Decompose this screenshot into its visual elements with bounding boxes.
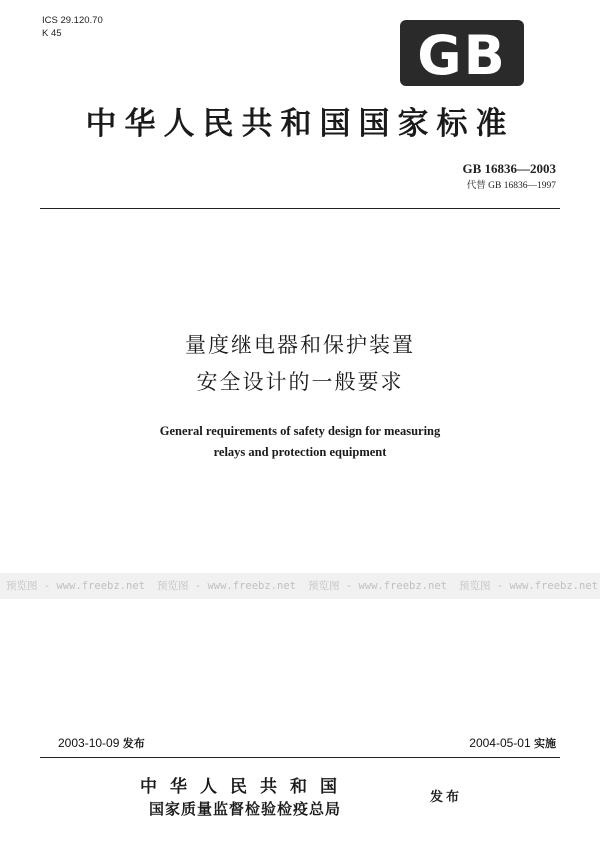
chinese-title-line-2: 安全设计的一般要求 xyxy=(196,370,404,394)
effective-date-value: 2004-05-01 xyxy=(469,736,531,750)
issue-date-value: 2003-10-09 xyxy=(58,736,120,750)
classification-block xyxy=(42,14,103,40)
issue-date xyxy=(58,735,145,751)
gb-logo xyxy=(398,18,526,88)
ics-code: ICS 29.120.70 xyxy=(42,15,103,26)
footer-divider xyxy=(40,757,560,758)
issue-label: 发布 xyxy=(122,737,145,750)
watermark-text: 预览图 - www.freebz.net xyxy=(459,580,598,592)
effective-date xyxy=(469,735,556,751)
header-divider xyxy=(40,208,560,209)
issuer-line-2: 国家质量监督检验检疫总局 xyxy=(148,800,341,818)
issuer-line-1: 中华人民共和国 xyxy=(140,777,350,797)
masthead-title: 中华人民共和国国家标准 xyxy=(85,106,515,142)
standard-number: GB 16836—2003 xyxy=(462,161,556,176)
english-title-line-1: General requirements of safety design for measuring xyxy=(159,424,441,438)
issuing-authority xyxy=(140,776,350,820)
class-code: K 45 xyxy=(42,28,62,39)
chinese-title-line-1: 量度继电器和保护装置 xyxy=(185,333,415,357)
standard-number-block xyxy=(462,161,556,191)
watermark-text: 预览图 - www.freebz.net xyxy=(308,580,447,592)
english-title-line-2: relays and protection equipment xyxy=(213,445,387,459)
watermark-text: 预览图 - www.freebz.net xyxy=(6,580,145,592)
publish-label: 发布 xyxy=(430,790,463,805)
watermark-text: 预览图 - www.freebz.net xyxy=(157,580,296,592)
effective-label: 实施 xyxy=(534,737,556,750)
gb-logo-text: GB xyxy=(417,24,507,87)
replaces-standard: 代替 GB 16836—1997 xyxy=(466,181,556,191)
